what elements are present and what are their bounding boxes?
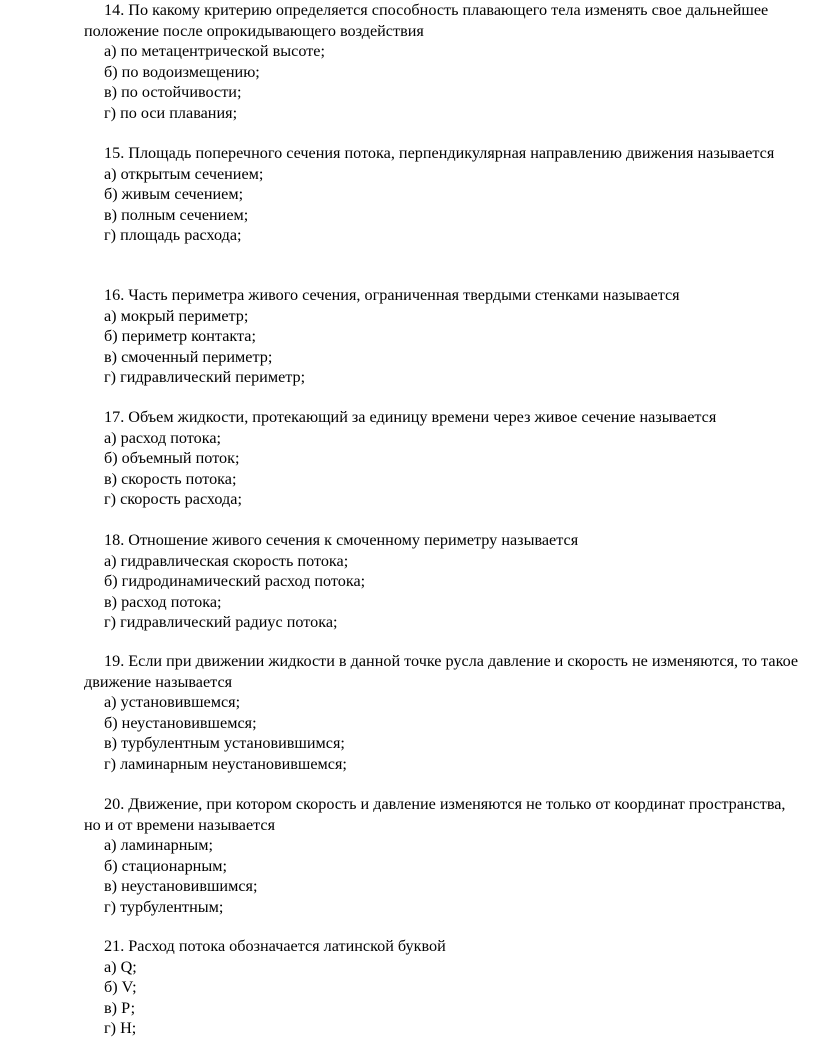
answer-options — [84, 164, 804, 246]
question-text: 14. По какому критерию определяется способность плавающего тела изменять свое дальнейшее положение после опрокидывающего воздействия — [84, 1, 769, 40]
answer-options — [84, 41, 804, 123]
option-c: в) расход потока; — [104, 592, 222, 611]
option-b: б) V; — [104, 978, 137, 996]
question-text: 18. Отношение живого сечения к смоченному периметру называется — [104, 531, 579, 549]
question-14 — [84, 0, 804, 123]
option-c: в) смоченный периметр; — [104, 347, 273, 366]
question-21 — [84, 936, 804, 1039]
question-20 — [84, 794, 804, 917]
answer-options — [84, 957, 804, 1039]
question-19 — [84, 651, 804, 774]
question-text: 21. Расход потока обозначается латинской буквой — [104, 937, 446, 955]
question-15 — [84, 143, 804, 246]
option-d: г) площадь расхода; — [104, 226, 242, 244]
answer-options — [84, 692, 804, 774]
option-a: а) открытым сечением; — [104, 164, 264, 183]
option-a: а) Q; — [104, 957, 137, 976]
option-d: г) скорость расхода; — [104, 490, 242, 508]
option-b: б) периметр контакта; — [104, 327, 256, 345]
option-b: б) по водоизмещению; — [104, 62, 260, 81]
option-b: б) гидродинамический расход потока; — [104, 572, 366, 590]
answer-options — [84, 428, 804, 510]
question-text: 17. Объем жидкости, протекающий за единицу времени через живое сечение называется — [104, 408, 717, 426]
answer-options — [84, 306, 804, 388]
option-c: в) неустановившимся; — [104, 877, 258, 895]
question-text: 15. Площадь поперечного сечения потока, перпендикулярная направлению движения называется — [104, 144, 775, 162]
answer-options — [84, 835, 804, 917]
option-b: б) стационарным; — [104, 856, 227, 875]
option-d: г) H; — [104, 1019, 137, 1037]
option-a: а) гидравлическая скорость потока; — [104, 551, 349, 570]
option-a: а) установившемся; — [104, 693, 241, 711]
option-b: б) неустановившемся; — [104, 713, 257, 732]
option-c: в) скорость потока; — [104, 469, 237, 488]
question-text: 19. Если при движении жидкости в данной точке русла давление и скорость не изменяются, то такое движение называется — [84, 652, 799, 691]
option-d: г) гидравлический радиус потока; — [104, 613, 338, 631]
question-17 — [84, 407, 804, 510]
option-d: г) ламинарным неустановившемся; — [104, 754, 347, 773]
option-b: б) объемный поток; — [104, 449, 240, 467]
question-text: 16. Часть периметра живого сечения, ограниченная твердыми стенками называется — [104, 286, 680, 304]
option-d: г) по оси плавания; — [104, 103, 238, 122]
option-c: в) по остойчивости; — [104, 83, 242, 101]
question-text: 20. Движение, при котором скорость и давление изменяются не только от координат пространства, но и от времени называется — [84, 795, 786, 834]
question-18 — [84, 530, 804, 633]
option-b: б) живым сечением; — [104, 185, 244, 203]
option-c: в) полным сечением; — [104, 205, 249, 224]
answer-options — [84, 551, 804, 633]
option-c: в) турбулентным установившимся; — [104, 734, 345, 752]
option-d: г) турбулентным; — [104, 897, 224, 916]
option-a: а) мокрый периметр; — [104, 306, 249, 325]
option-a: а) по метацентрической высоте; — [104, 42, 325, 60]
option-d: г) гидравлический периметр; — [104, 368, 306, 386]
option-c: в) Р; — [104, 998, 136, 1017]
option-a: а) расход потока; — [104, 428, 222, 447]
option-a: а) ламинарным; — [104, 836, 214, 854]
question-16 — [84, 285, 804, 388]
